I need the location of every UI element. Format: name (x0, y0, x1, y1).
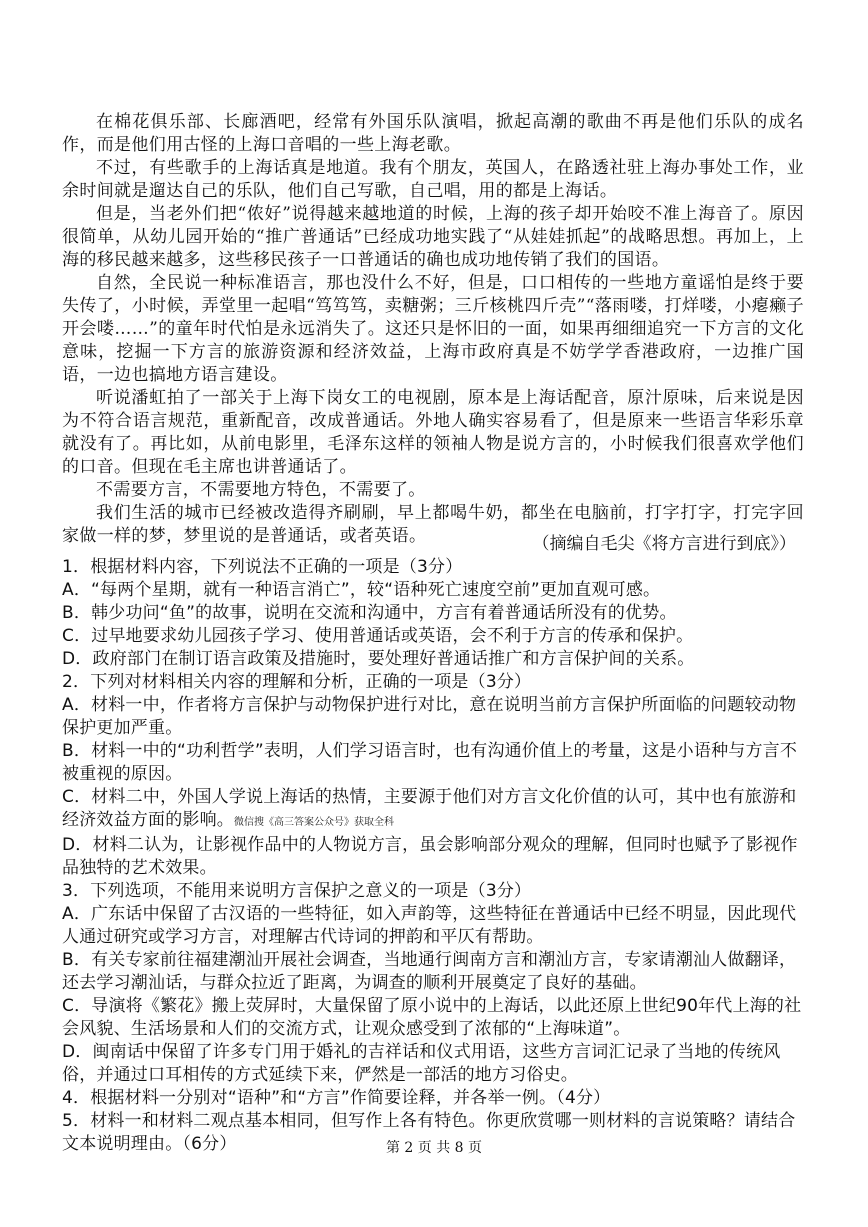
question-2-stem: 2．下列对材料相关内容的理解和分析，正确的一项是（3分） (62, 672, 532, 692)
question-3-option-b: B．有关专家前往福建潮汕开展社会调查，当地通行闽南方言和潮汕方言，专家请潮汕人做翻译，还去学习潮汕话，与群众拉近了距离，为调查的顺利开展奠定了良好的基础。 (62, 950, 797, 993)
passage-paragraph: 自然，全民说一种标准语言，那也没什么不好，但是，口口相传的一些地方童谣怕是终于要失传了，小时候，弄堂里一起唱“笃笃笃，卖糖粥；三斤核桃四斤壳”“落雨喽，打烊喽，小瘪癞子开会喽……”的童年时代怕是永远消失了。这还只是怀旧的一面，如果再细细追究一下方言的文化意味，挖掘一下方言的旅游资源和经济效益，上海市政府真是不妨学学香港政府，一边推广国语，一边也搞地方语言建设。 (62, 273, 804, 385)
passage-paragraph: 不过，有些歌手的上海话真是地道。我有个朋友，英国人，在路透社驻上海办事处工作，业余时间就是遛达自己的乐队，他们自己写歌，自己唱，用的都是上海话。 (62, 158, 804, 201)
question-3-option-c: C．导演将《繁花》搬上荧屏时，大量保留了原小说中的上海话，以此还原上世纪90年代上海的社会风貌、生活场景和人们的交流方式，让观众感受到了浓郁的“上海味道”。 (62, 996, 802, 1039)
question-5: 5．材料一和材料二观点基本相同，但写作上各有特色。你更欣赏哪一则材料的言说策略？请结合文本说明理由。（6分） (62, 1111, 796, 1154)
question-4: 4．根据材料一分别对“语种”和“方言”作简要诠释，并各举一例。（4分） (62, 1088, 611, 1108)
reading-passage (62, 111, 804, 548)
question-2-option-b: B．材料一中的“功利哲学”表明，人们学习语言时，也有沟通价值上的考量，这是小语种与方言不被重视的原因。 (62, 741, 798, 784)
passage-paragraph: 不需要方言，不需要地方特色，不需要了。 (96, 480, 426, 500)
passage-source: （摘编自毛尖《将方言进行到底》） (532, 534, 796, 554)
question-list (62, 556, 804, 1156)
passage-paragraph: 听说潘虹拍了一部关于上海下岗女工的电视剧，原本是上海话配音，原汁原味，后来说是因为不符合语言规范，重新配音，改成普通话。外地人确实容易看了，但是原来一些语言华彩乐章就没有了。再比如，从前电影里，毛泽东这样的领袖人物是说方言的，小时候我们很喜欢学他们的口音。但现在毛主席也讲普通话了。 (62, 388, 804, 477)
watermark-note: 微信搜《高三答案公众号》获取全科 (234, 817, 394, 828)
passage-paragraph: 但是，当老外们把“侬好”说得越来越地道的时候，上海的孩子却开始咬不准上海音了。原因很简单，从幼儿园开始的“推广普通话”已经成功地实践了“从娃娃抓起”的战略思想。再加上，上海的移民越来越多，这些移民孩子一口普通话的确也成功地传销了我们的国语。 (62, 204, 804, 270)
question-2-option-c-text: C．材料二中，外国人学说上海话的热情，主要源于他们对方言文化价值的认可，其中也有旅游和经济效益方面的影响。 (62, 787, 797, 830)
question-1-stem: 1．根据材料内容，下列说法不正确的一项是（3分） (62, 557, 463, 577)
question-1-option-a: A．“每两个星期，就有一种语言消亡”，较“语种死亡速度空前”更加直观可感。 (62, 580, 661, 600)
question-3-option-a: A．广东话中保留了古汉语的一些特征，如入声韵等，这些特征在普通话中已经不明显，因此现代人通过研究或学习方言，对理解古代诗词的押韵和平仄有帮助。 (62, 904, 797, 947)
question-2-option-d: D．材料二认为，让影视作品中的人物说方言，虽会影响部分观众的理解，但同时也赋予了影视作品独特的艺术效果。 (62, 835, 798, 878)
question-1-option-b: B．韩少功问“鱼”的故事，说明在交流和沟通中，方言有着普通话所没有的优势。 (62, 603, 677, 623)
question-2-option-a: A．材料一中，作者将方言保护与动物保护进行对比，意在说明当前方言保护所面临的问题较动物保护更加严重。 (62, 695, 797, 738)
question-2-option-c (62, 786, 804, 834)
page-number: 第 2 页 共 8 页 (385, 1140, 483, 1156)
passage-paragraph: 我们生活的城市已经被改造得齐刷刷，早上都喝牛奶，都坐在电脑前，打字打字，打完字回家做一样的梦，梦里说的是普通话，或者英语。 (62, 503, 804, 546)
question-1-option-c: C．过早地要求幼儿园孩子学习、使用普通话或英语，会不利于方言的传承和保护。 (62, 626, 694, 646)
question-3-option-d: D．闽南话中保留了许多专门用于婚礼的吉祥话和仪式用语，这些方言词汇记录了当地的传统风俗，并通过口耳相传的方式延续下来，俨然是一部活的地方习俗史。 (62, 1042, 781, 1085)
question-1-option-d: D．政府部门在制订语言政策及措施时，要处理好普通话推广和方言保护间的关系。 (62, 649, 695, 669)
passage-paragraph: 在棉花俱乐部、长廊酒吧，经常有外国乐队演唱，掀起高潮的歌曲不再是他们乐队的成名作，而是他们用古怪的上海口音唱的一些上海老歌。 (62, 112, 804, 155)
question-3-stem: 3．下列选项，不能用来说明方言保护之意义的一项是（3分） (62, 881, 532, 901)
